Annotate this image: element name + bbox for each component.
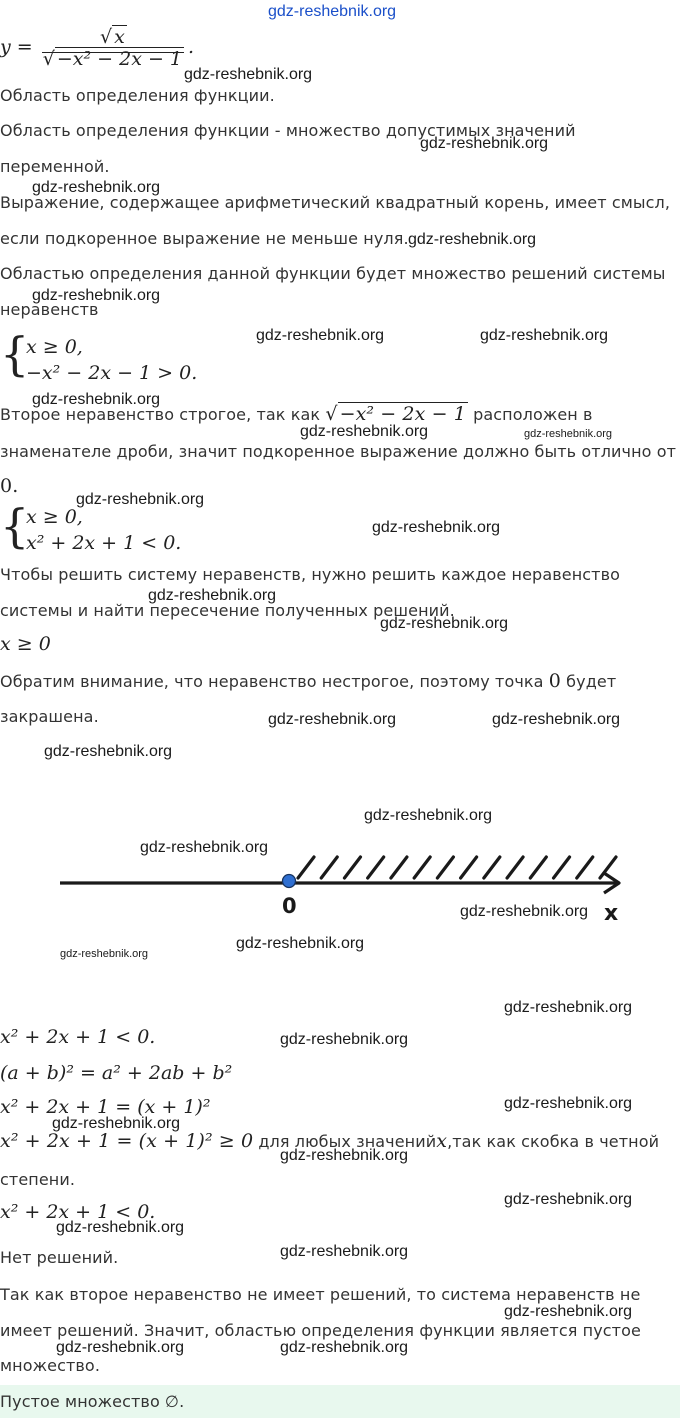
watermark: gdz-reshebnik.org: [268, 711, 397, 728]
watermark: gdz-reshebnik.org: [364, 807, 493, 824]
math-fold: x² + 2x + 1 = (x + 1)²: [0, 1096, 211, 1118]
hatch-mark: [507, 857, 523, 878]
hatch-marks: [298, 857, 616, 878]
nonneg-text: для любых значений: [258, 1132, 437, 1151]
watermark: gdz-reshebnik.org: [504, 999, 633, 1016]
hatch-mark: [461, 857, 477, 878]
watermark: gdz-reshebnik.org: [280, 1339, 409, 1356]
para-closed-point-2: закрашена.: [0, 707, 99, 726]
watermark: gdz-reshebnik.org: [380, 615, 509, 632]
nonneg-tail: ,так как скобка в четной: [447, 1132, 660, 1151]
formula-period: .: [188, 36, 195, 58]
para-domain-def-1: Область определения функции - множество допустимых значений: [0, 121, 576, 140]
point-zero-marker: [283, 875, 296, 888]
strict-radicand: −x² − 2x − 1: [339, 403, 466, 425]
watermark: gdz-reshebnik.org: [524, 428, 613, 440]
para-conclusion-3: множество.: [0, 1356, 100, 1375]
watermark: gdz-reshebnik.org: [32, 391, 161, 408]
strict-radical: √ −x² − 2x − 1: [325, 403, 466, 425]
watermark: gdz-reshebnik.org: [32, 287, 161, 304]
hatch-mark: [530, 857, 546, 878]
system1-line1: x ≥ 0,: [26, 336, 83, 358]
para-system-1: Областью определения данной функции будет множество решений системы: [0, 264, 666, 283]
hatch-mark: [554, 857, 570, 878]
hatch-mark: [391, 857, 407, 878]
watermark: gdz-reshebnik.org: [32, 179, 161, 196]
strict-text-pre: Второе неравенство строгое, так как: [0, 405, 321, 424]
formula-fraction: √ x √ −x² − 2x − 1: [42, 26, 183, 70]
watermark: gdz-reshebnik.org: [280, 1031, 409, 1048]
system1-brace: {: [0, 327, 30, 381]
point-zero-label: 0: [282, 894, 297, 918]
site-watermark-header: gdz-reshebnik.org: [268, 3, 397, 20]
watermark: gdz-reshebnik.org: [504, 1303, 633, 1320]
hatch-mark: [368, 857, 384, 878]
para-solve-2: системы и найти пересечение полученных решений.: [0, 601, 455, 620]
function-formula: [0, 26, 194, 70]
watermark: gdz-reshebnik.org: [56, 1219, 185, 1236]
answer-text: Пустое множество ∅.: [0, 1392, 185, 1411]
strict-text-post: расположен в: [473, 405, 593, 424]
hatch-mark: [414, 857, 430, 878]
system2-brace: {: [0, 499, 30, 553]
watermark: gdz-reshebnik.org: [60, 948, 149, 960]
para-no-solutions: Нет решений.: [0, 1248, 119, 1267]
watermark: gdz-reshebnik.org: [280, 1147, 409, 1164]
numerator-radicand: x: [114, 26, 125, 48]
closed-text-post: будет: [566, 672, 617, 691]
answer-box: [0, 1385, 680, 1418]
para-conclusion-2: имеет решений. Значит, областью определения функции является пустое: [0, 1321, 641, 1340]
watermark: gdz-reshebnik.org: [460, 903, 589, 920]
watermark: gdz-reshebnik.org: [492, 711, 621, 728]
para-solve-1: Чтобы решить систему неравенств, нужно решить каждое неравенство: [0, 565, 620, 584]
math-square-identity: (a + b)² = a² + 2ab + b²: [0, 1062, 233, 1084]
hatch-mark: [437, 857, 453, 878]
watermark: gdz-reshebnik.org: [504, 1191, 633, 1208]
para-nonneg-2: степени.: [0, 1170, 76, 1189]
watermark: gdz-reshebnik.org: [236, 935, 365, 952]
para-system-2: неравенств: [0, 300, 99, 319]
formula-lhs: y =: [0, 36, 33, 58]
watermark: gdz-reshebnik.org: [480, 327, 609, 344]
math-x-ge-0: x ≥ 0: [0, 633, 51, 655]
hatch-mark: [484, 857, 500, 878]
hatch-mark: [298, 857, 314, 878]
watermark: gdz-reshebnik.org: [76, 491, 205, 508]
math-fold-ge: x² + 2x + 1 = (x + 1)² ≥ 0: [0, 1130, 254, 1152]
watermark: gdz-reshebnik.org: [300, 423, 429, 440]
closed-zero: 0: [548, 670, 561, 692]
para-sqrt-rule-2: если подкоренное выражение не меньше нуля.: [0, 229, 409, 248]
para-strict-2: знаменателе дроби, значит подкоренное выражение должно быть отлично от: [0, 442, 677, 461]
watermark: gdz-reshebnik.org: [280, 1243, 409, 1260]
para-strict-3: 0.: [0, 475, 19, 497]
para-sqrt-rule-1: Выражение, содержащее арифметический квадратный корень, имеет смысл,: [0, 193, 671, 212]
hatch-mark: [321, 857, 337, 878]
watermark: gdz-reshebnik.org: [420, 135, 549, 152]
system2-line1: x ≥ 0,: [26, 506, 83, 528]
denominator-radicand: −x² − 2x − 1: [56, 48, 183, 70]
watermark: gdz-reshebnik.org: [44, 743, 173, 760]
para-conclusion-1: Так как второе неравенство не имеет решений, то система неравенств не: [0, 1285, 641, 1304]
para-domain-title: Область определения функции.: [0, 86, 275, 105]
watermark: gdz-reshebnik.org: [408, 231, 537, 248]
watermark: gdz-reshebnik.org: [256, 327, 385, 344]
system2-line2: x² + 2x + 1 < 0.: [26, 532, 182, 554]
hatch-mark: [577, 857, 593, 878]
watermark: gdz-reshebnik.org: [184, 66, 313, 83]
watermark: gdz-reshebnik.org: [148, 587, 277, 604]
nonneg-x: x: [436, 1130, 448, 1152]
watermark: gdz-reshebnik.org: [56, 1339, 185, 1356]
hatch-mark: [344, 857, 360, 878]
closed-text-pre: Обратим внимание, что неравенство нестрогое, поэтому точка: [0, 672, 544, 691]
watermark: gdz-reshebnik.org: [140, 839, 269, 856]
para-closed-point-1: [0, 671, 616, 692]
system1-line2: −x² − 2x − 1 > 0.: [26, 362, 198, 384]
watermark: gdz-reshebnik.org: [372, 519, 501, 536]
watermark: gdz-reshebnik.org: [52, 1115, 181, 1132]
fraction-bar: [42, 52, 184, 53]
para-domain-def-2: переменной.: [0, 157, 110, 176]
watermark: gdz-reshebnik.org: [504, 1095, 633, 1112]
math-ineq2: x² + 2x + 1 < 0.: [0, 1026, 156, 1048]
math-ineq2-repeat: x² + 2x + 1 < 0.: [0, 1201, 156, 1223]
axis-x-label: x: [604, 901, 619, 926]
